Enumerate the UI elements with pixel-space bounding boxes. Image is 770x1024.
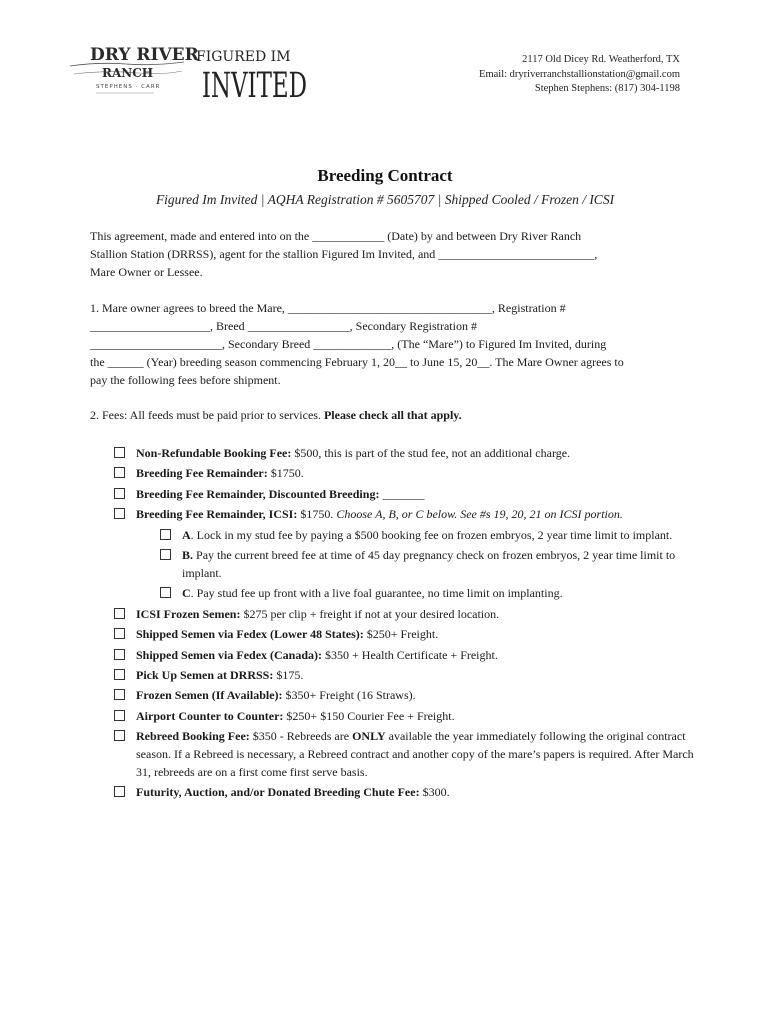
fee-label: Shipped Semen via Fedex (Lower 48 States): (136, 627, 364, 642)
fee-text: $350+ Freight (16 Straws). (282, 688, 416, 703)
icsi-option-c (160, 584, 702, 602)
fee-text: $350 + Health Certificate + Freight. (322, 647, 498, 662)
stephens-carr-text: STEPHENS · CARR (96, 84, 161, 90)
fee-item-pickup (114, 666, 694, 684)
section-2-text: 2. Fees: All feeds must be paid prior to services. (90, 408, 324, 422)
icsi-option-b (160, 546, 702, 582)
checkbox[interactable] (114, 710, 125, 721)
document-title: Breeding Contract (317, 166, 453, 185)
email: Email: dryriverranchstallionstation@gmail.com (479, 68, 680, 80)
fee-label: Futurity, Auction, and/or Donated Breeding Chute Fee: (136, 785, 420, 800)
checkbox[interactable] (160, 549, 171, 560)
fee-text: available the year immediately following the original contract season. If a Rebreed is necessary, a Rebreed contract and another copy of the mare’s papers is required. After March 31, rebreeds are on a first come first serve basis. (136, 729, 694, 780)
fee-label: Pick Up Semen at DRRSS: (136, 667, 274, 682)
invited-text: INVITED (201, 65, 308, 106)
section-1-line: ______________________, Secondary Breed _____________, (The “Mare”) to Figured Im Invited, during (90, 337, 607, 351)
fee-label: Frozen Semen (If Available): (136, 688, 283, 703)
intro-paragraph (90, 227, 690, 281)
checkbox[interactable] (114, 730, 125, 741)
checkbox[interactable] (114, 467, 125, 478)
option-label: A (182, 527, 191, 542)
fee-item-remainder (114, 464, 694, 482)
checkbox[interactable] (160, 529, 171, 540)
address: 2117 Old Dicey Rd. Weatherford, TX (522, 54, 680, 65)
section-1-line: ____________________, Breed _________________, Secondary Registration # (90, 319, 477, 333)
intro-line: Mare Owner or Lessee. (90, 265, 203, 279)
fee-item-booking (114, 444, 694, 462)
fee-text: $250+ Freight. (363, 627, 439, 642)
checkbox[interactable] (114, 786, 125, 797)
logo-group (68, 40, 308, 106)
dry-river-ranch-logo (68, 40, 199, 100)
section-2-heading (90, 406, 690, 424)
section-1-line: 1. Mare owner agrees to breed the Mare, __________________________________, Registration # (90, 301, 566, 315)
checkbox[interactable] (114, 689, 125, 700)
section-1-paragraph (90, 299, 690, 389)
icsi-option-a (160, 526, 702, 544)
fee-note: Choose A, B, or C below. See #s 19, 20, 21 on ICSI portion. (336, 507, 623, 522)
fee-text: $500, this is part of the stud fee, not an additional charge. (291, 446, 571, 460)
fee-item-icsi-frozen (114, 605, 694, 623)
fee-text: $300. (419, 785, 450, 800)
phone: Stephen Stephens: (817) 304-1198 (534, 83, 680, 94)
fee-text: $250+ $150 Courier Fee + Freight. (283, 708, 455, 723)
checkbox[interactable] (114, 649, 125, 660)
figured-im-text: FIGURED IM (196, 49, 291, 65)
fee-label: Rebreed Booking Fee: (136, 729, 250, 744)
option-label: B. (182, 547, 194, 562)
fee-label: Breeding Fee Remainder: (136, 466, 268, 481)
option-text: Pay the current breed fee at time of 45 day pregnancy check on frozen embryos, 2 year time limit to implant. (182, 547, 676, 580)
option-label: C (182, 586, 191, 601)
checkbox[interactable] (114, 608, 125, 619)
checkbox[interactable] (114, 508, 125, 519)
fee-item-futurity (114, 783, 694, 801)
dry-river-text: DRY RIVER (90, 45, 199, 65)
fee-text: $1750. (297, 507, 337, 522)
fee-text: $175. (273, 667, 304, 682)
fee-label: Shipped Semen via Fedex (Canada): (136, 647, 323, 662)
fee-item-discounted (114, 485, 694, 503)
fee-label: Airport Counter to Counter: (136, 708, 284, 723)
fee-text: $1750. (267, 466, 304, 481)
fee-checklist (114, 444, 694, 804)
fee-label: ICSI Frozen Semen: (136, 606, 241, 621)
checkbox[interactable] (114, 447, 125, 458)
section-1-line: pay the following fees before shipment. (90, 373, 281, 387)
option-text: . Pay stud fee up front with a live foal guarantee, no time limit on implanting. (190, 586, 563, 601)
checkbox[interactable] (160, 587, 171, 598)
fee-label: Breeding Fee Remainder, ICSI: (136, 507, 298, 522)
fee-item-airport (114, 707, 694, 725)
fee-item-shipped-canada (114, 646, 694, 664)
checkbox[interactable] (114, 669, 125, 680)
fee-text: $275 per clip + freight if not at your desired location. (240, 606, 500, 621)
fee-item-frozen (114, 686, 694, 704)
checkbox[interactable] (114, 628, 125, 639)
fee-label: Non-Refundable Booking Fee: (136, 446, 292, 460)
contact-block (479, 53, 680, 97)
fee-item-shipped-us (114, 625, 694, 643)
fee-text: $350 - Rebreeds are (249, 729, 353, 744)
ranch-text: RANCH (102, 66, 154, 80)
section-1-line: the ______ (Year) breeding season commencing February 1, 20__ to June 15, 20__. The Mare Owner agrees to (90, 355, 624, 369)
fee-emphasis: ONLY (352, 729, 386, 744)
intro-line: Stallion Station (DRRSS), agent for the stallion Figured Im Invited, and __________________________, (90, 247, 598, 261)
fee-item-icsi (114, 505, 694, 523)
option-text: . Lock in my stud fee by paying a $500 booking fee on frozen embryos, 2 year time limit to implant. (190, 527, 673, 542)
fee-text: _______ (379, 486, 425, 501)
figured-im-invited-logo (192, 42, 308, 106)
checkbox[interactable] (114, 488, 125, 499)
intro-line: This agreement, made and entered into on the ____________ (Date) by and between Dry River Ranch (90, 229, 582, 243)
fee-item-rebreed (114, 727, 694, 781)
document-subtitle: Figured Im Invited | AQHA Registration # 5605707 | Shipped Cooled / Frozen / ICSI (155, 192, 615, 207)
section-2-instruction: Please check all that apply. (323, 408, 462, 422)
fee-label: Breeding Fee Remainder, Discounted Breeding: (136, 486, 380, 501)
